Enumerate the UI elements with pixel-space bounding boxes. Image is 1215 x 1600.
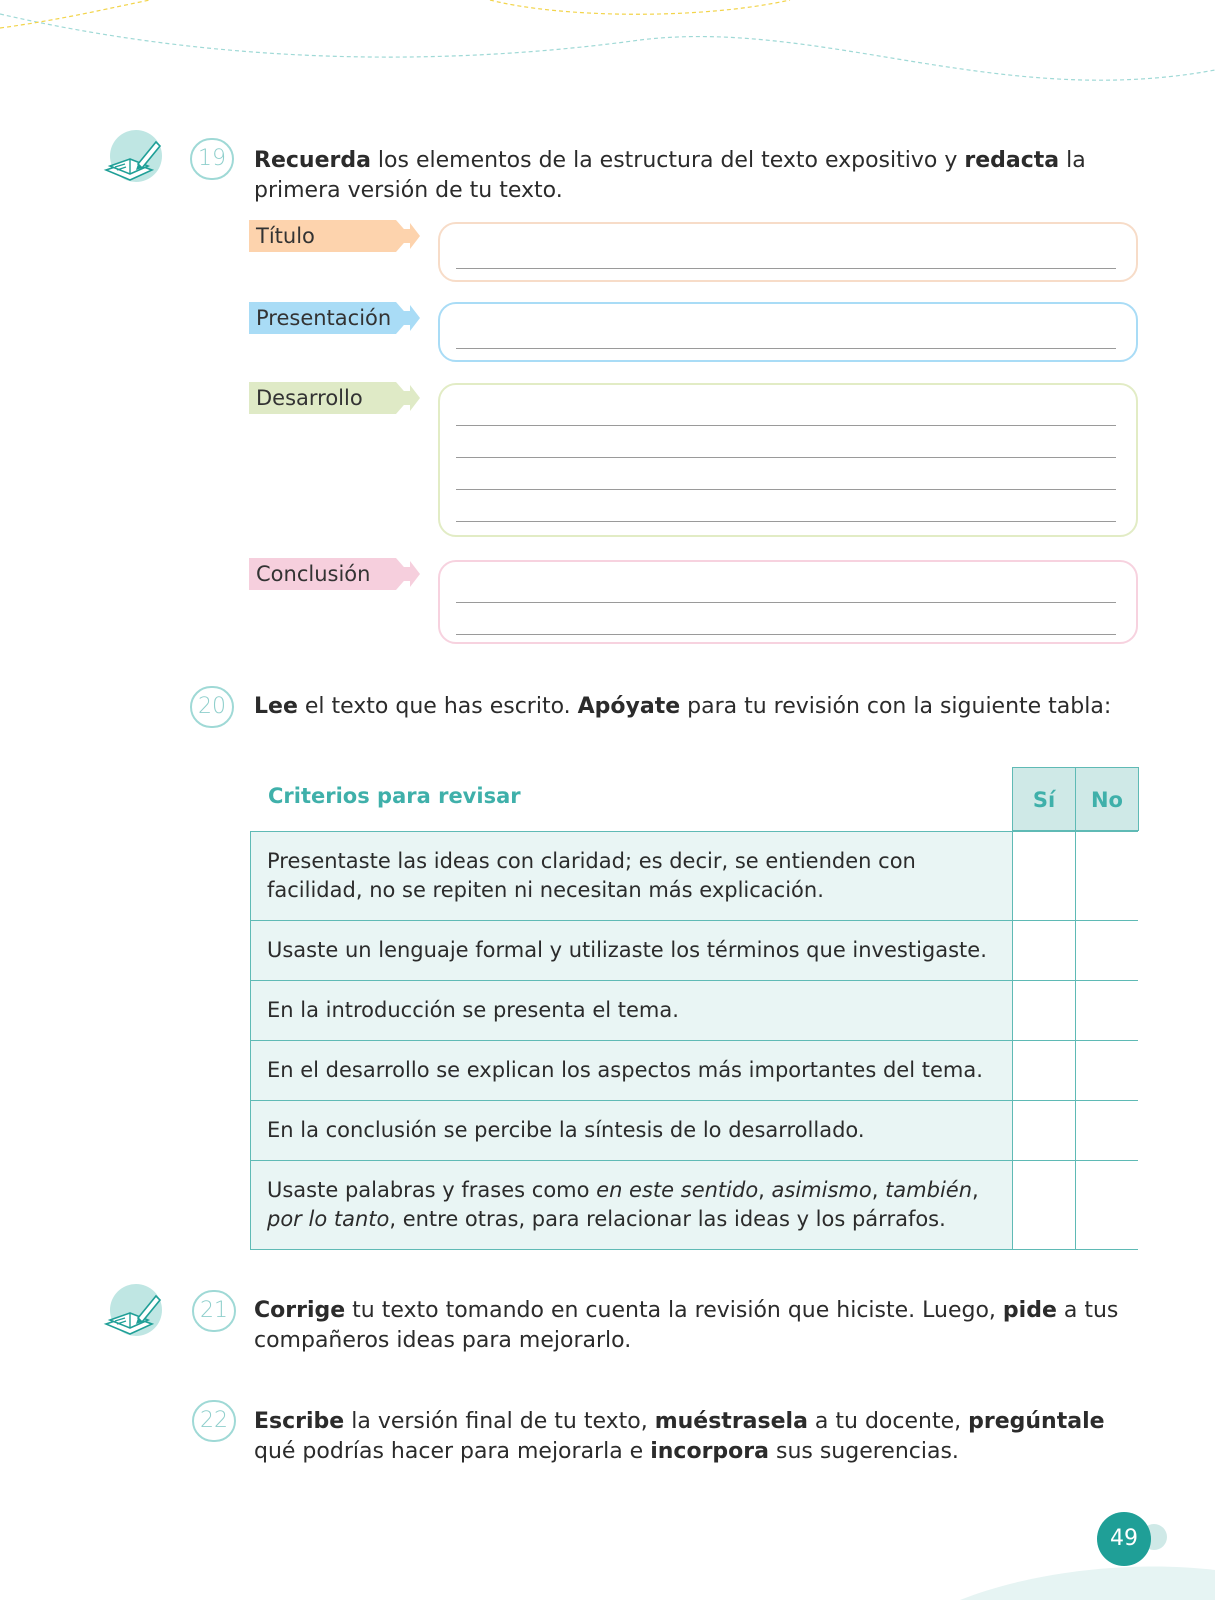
instruction-keyword: muéstrasela — [654, 1409, 808, 1434]
page-number: 49 — [1097, 1512, 1151, 1566]
instruction-text: a tus compañeros ideas para mejorarlo. — [254, 1298, 1119, 1353]
writing-notebook-icon — [100, 130, 162, 192]
checkbox-cell-no[interactable] — [1076, 981, 1139, 1040]
activity-22-instruction — [254, 1407, 1134, 1467]
table-row — [250, 1100, 1138, 1161]
criterion-cell — [251, 1041, 1013, 1100]
criterion-text: , — [972, 1178, 979, 1202]
checkbox-cell-si[interactable] — [1013, 981, 1076, 1040]
criterion-cell — [251, 1101, 1013, 1160]
activity-number-22: 22 — [192, 1400, 236, 1442]
instruction-text: la versión final de tu texto, — [344, 1409, 655, 1434]
writing-line[interactable] — [456, 602, 1116, 603]
criterion-cell — [251, 981, 1013, 1040]
criterion-text: , entre otras, para relacionar las ideas y los párrafos. — [389, 1207, 946, 1231]
checkbox-cell-si[interactable] — [1013, 1101, 1076, 1160]
checkbox-cell-no[interactable] — [1076, 1161, 1139, 1249]
section-label-desarrollo: Desarrollo — [249, 382, 396, 414]
activity-19-instruction — [254, 146, 1114, 206]
criterion-text: , — [758, 1178, 772, 1202]
criterion-text: Presentaste las ideas con claridad; es decir, se entienden con facilidad, no se repiten ni necesitan más explicación. — [267, 849, 916, 902]
criterion-text: En la introducción se presenta el tema. — [267, 998, 679, 1022]
criterion-cell — [251, 832, 1013, 920]
top-wave-decoration — [0, 0, 1215, 110]
column-header-no: No — [1075, 767, 1139, 831]
table-header-criterios: Criterios para revisar — [268, 784, 521, 808]
criterion-text: Usaste palabras y frases como — [267, 1178, 597, 1202]
criterion-cell — [251, 1161, 1013, 1249]
criterion-text: Usaste un lenguaje formal y utilizaste los términos que investigaste. — [267, 938, 987, 962]
instruction-text: a tu docente, — [807, 1409, 969, 1434]
activity-20-instruction — [254, 692, 1134, 722]
activity-number-19: 19 — [190, 138, 234, 180]
criterion-example: asimismo — [771, 1178, 872, 1202]
instruction-keyword: Escribe — [254, 1409, 345, 1434]
instruction-text: los elementos de la estructura del texto expositivo y — [370, 148, 965, 173]
writing-line[interactable] — [456, 521, 1116, 522]
activity-number-20: 20 — [190, 686, 234, 728]
checkbox-cell-no[interactable] — [1076, 832, 1139, 920]
checkbox-cell-si[interactable] — [1013, 921, 1076, 980]
bottom-wave-decoration — [0, 1500, 1215, 1600]
table-row — [250, 1160, 1138, 1250]
instruction-text: el texto que has escrito. — [297, 694, 578, 719]
instruction-text: para tu revisión con la siguiente tabla: — [680, 694, 1112, 719]
checkbox-cell-si[interactable] — [1013, 832, 1076, 920]
writing-box-titulo[interactable] — [438, 222, 1138, 282]
writing-box-presentacion[interactable] — [438, 302, 1138, 362]
arrow-right-icon — [402, 305, 420, 331]
table-row — [250, 980, 1138, 1041]
section-label-conclusion: Conclusión — [249, 558, 396, 590]
table-row — [250, 831, 1138, 921]
checkbox-cell-no[interactable] — [1076, 921, 1139, 980]
activity-21-instruction — [254, 1296, 1134, 1356]
writing-box-conclusion[interactable] — [438, 560, 1138, 644]
instruction-keyword: Recuerda — [254, 148, 371, 173]
arrow-right-icon — [402, 385, 420, 411]
arrow-right-icon — [402, 223, 420, 249]
instruction-keyword: Lee — [254, 694, 298, 719]
section-label-titulo: Título — [249, 220, 396, 252]
instruction-keyword: pide — [1002, 1298, 1057, 1323]
writing-box-desarrollo[interactable] — [438, 383, 1138, 537]
instruction-text: qué podrías hacer para mejorarla e — [254, 1439, 651, 1464]
arrow-right-icon — [402, 561, 420, 587]
criterion-text: En la conclusión se percibe la síntesis de lo desarrollado. — [267, 1118, 865, 1142]
instruction-keyword: Apóyate — [577, 694, 681, 719]
instruction-text: la primera versión de tu texto. — [254, 148, 1086, 203]
checkbox-cell-no[interactable] — [1076, 1041, 1139, 1100]
checkbox-cell-no[interactable] — [1076, 1101, 1139, 1160]
activity-number-21: 21 — [192, 1290, 236, 1332]
writing-line[interactable] — [456, 425, 1116, 426]
instruction-keyword: incorpora — [650, 1439, 769, 1464]
instruction-keyword: pregúntale — [968, 1409, 1105, 1434]
criterion-text: En el desarrollo se explican los aspectos más importantes del tema. — [267, 1058, 983, 1082]
table-row — [250, 920, 1138, 981]
checkbox-cell-si[interactable] — [1013, 1161, 1076, 1249]
instruction-keyword: Corrige — [254, 1298, 346, 1323]
column-header-si: Sí — [1012, 767, 1076, 831]
criterion-example: en este sentido — [596, 1178, 759, 1202]
checkbox-cell-si[interactable] — [1013, 1041, 1076, 1100]
writing-line[interactable] — [456, 457, 1116, 458]
instruction-text: sus sugerencias. — [768, 1439, 959, 1464]
writing-line[interactable] — [456, 348, 1116, 349]
instruction-keyword: redacta — [964, 148, 1060, 173]
writing-notebook-icon — [100, 1284, 162, 1346]
criterion-example: también — [885, 1178, 973, 1202]
writing-line[interactable] — [456, 634, 1116, 635]
writing-line[interactable] — [456, 268, 1116, 269]
criterion-text: , — [871, 1178, 886, 1202]
writing-line[interactable] — [456, 489, 1116, 490]
instruction-text: tu texto tomando en cuenta la revisión que hiciste. Luego, — [345, 1298, 1003, 1323]
section-label-presentacion: Presentación — [249, 302, 396, 334]
criterion-cell — [251, 921, 1013, 980]
criterion-example: por lo tanto — [267, 1207, 390, 1231]
table-row — [250, 1040, 1138, 1101]
